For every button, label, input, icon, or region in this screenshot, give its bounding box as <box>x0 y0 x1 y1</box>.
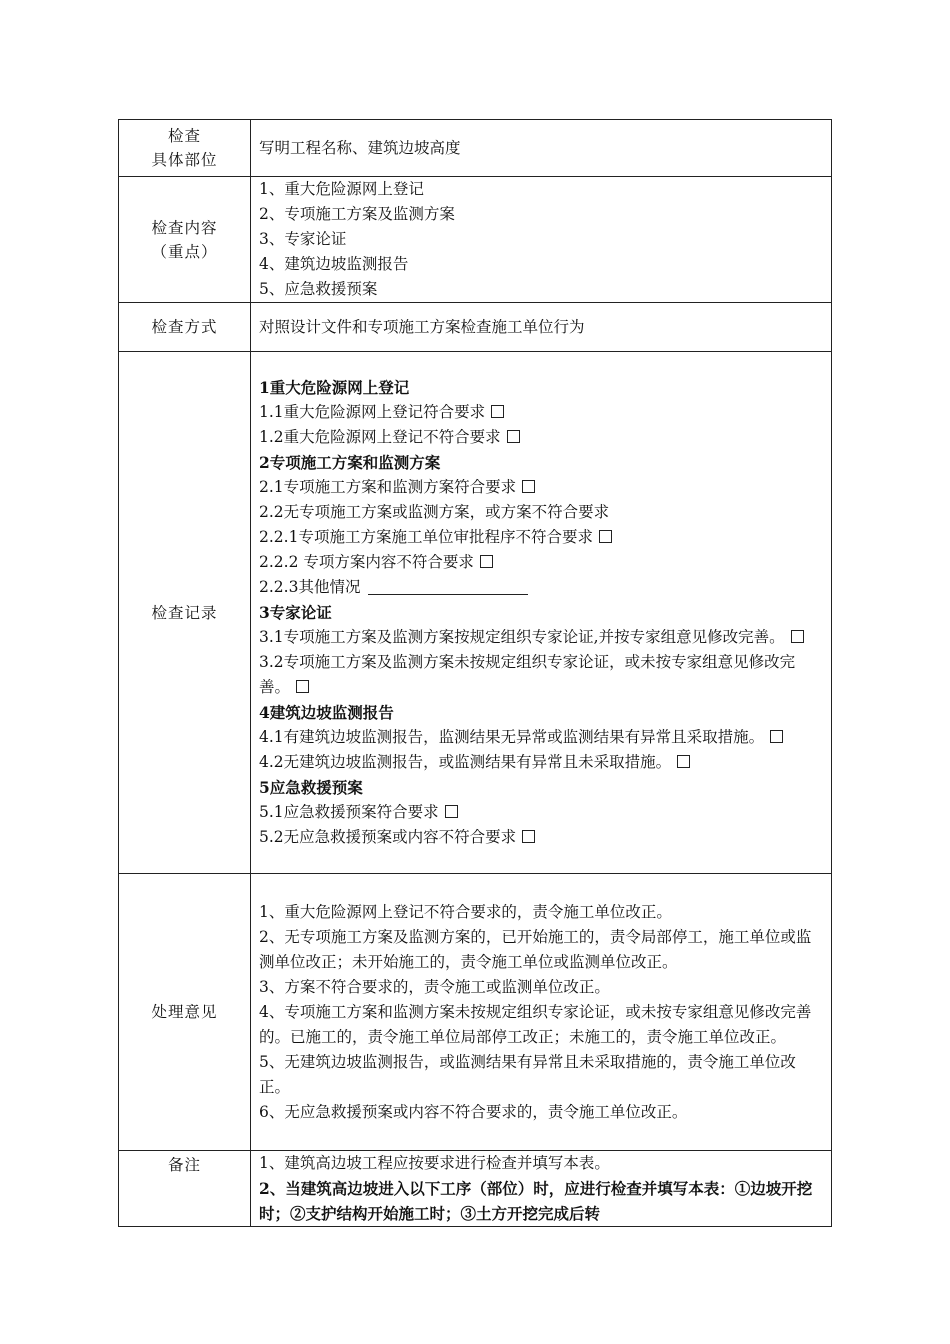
handling-item: 4、专项施工方案和监测方案未按规定组织专家论证，或未按专家组意见修改完善的。已施工的，责令施工单位局部停工改正；未施工的，责令施工单位改正。 <box>259 1002 812 1046</box>
row-inspection-content <box>119 177 832 303</box>
section-title: 3专家论证 <box>259 603 332 622</box>
label-text: 具体部位 <box>151 151 218 169</box>
check-item <box>259 825 825 850</box>
row-handling-opinion <box>119 874 832 1151</box>
row-inspection-method <box>119 303 832 352</box>
handling-item: 3、方案不符合要求的，责令施工或监测单位改正。 <box>259 977 610 996</box>
check-item-text: 4.1有建筑边坡监测报告，监测结果无异常或监测结果有异常且采取措施。 <box>259 728 765 746</box>
content-item: 2、专项施工方案及监测方案 <box>259 205 455 223</box>
value-inspection-content <box>251 177 832 303</box>
section-title: 1重大危险源网上登记 <box>259 378 410 397</box>
handling-item: 5、无建筑边坡监测报告，或监测结果有异常且未采取措施的，责令施工单位改正。 <box>259 1052 796 1096</box>
checkbox[interactable] <box>522 480 535 493</box>
checkbox[interactable] <box>480 555 493 568</box>
remark-item: 2、当建筑高边坡进入以下工序（部位）时，应进行检查并填写本表：①边坡开挖时；②支护结构开始施工时；③土方开挖完成后转 <box>259 1179 813 1223</box>
check-item-text: 1.2重大危险源网上登记不符合要求 <box>259 428 501 446</box>
checkbox[interactable] <box>507 430 520 443</box>
inspection-table <box>118 119 832 1227</box>
check-item-text: 2.2.2 专项方案内容不符合要求 <box>259 553 474 571</box>
value-inspection-part: 写明工程名称、建筑边坡高度 <box>251 120 832 177</box>
check-item <box>259 725 825 750</box>
check-item-text: 2.2.3其他情况 <box>259 578 361 596</box>
check-item-text: 3.2专项施工方案及监测方案未按规定组织专家论证，或未按专家组意见修改完善。 <box>259 653 796 696</box>
label-handling-opinion: 处理意见 <box>119 874 251 1151</box>
check-item <box>259 575 825 600</box>
content-item: 5、应急救援预案 <box>259 280 378 298</box>
checkbox[interactable] <box>770 730 783 743</box>
label-text: 检查 <box>167 127 201 145</box>
value-handling-opinion <box>251 874 832 1151</box>
check-item <box>259 475 825 500</box>
check-item <box>259 400 825 425</box>
label-remarks: 备注 <box>119 1151 251 1227</box>
value-inspection-method: 对照设计文件和专项施工方案检查施工单位行为 <box>251 303 832 352</box>
check-item <box>259 650 825 700</box>
value-remarks <box>251 1151 832 1227</box>
checkbox[interactable] <box>599 530 612 543</box>
handling-item: 1、重大危险源网上登记不符合要求的，责令施工单位改正。 <box>259 902 672 921</box>
check-item <box>259 525 825 550</box>
checkbox[interactable] <box>445 805 458 818</box>
handling-item: 6、无应急救援预案或内容不符合要求的，责令施工单位改正。 <box>259 1102 688 1121</box>
section-title: 5应急救援预案 <box>259 778 363 797</box>
label-text: 检查内容 <box>151 218 218 237</box>
remark-item: 1、建筑高边坡工程应按要求进行检查并填写本表。 <box>259 1154 610 1172</box>
handling-item: 2、无专项施工方案及监测方案的，已开始施工的，责令局部停工，施工单位或监测单位改正；未开始施工的，责令施工单位或监测单位改正。 <box>259 927 812 971</box>
check-item-text: 5.2无应急救援预案或内容不符合要求 <box>259 828 517 846</box>
check-item-text: 1.1重大危险源网上登记符合要求 <box>259 403 486 421</box>
checkbox[interactable] <box>791 630 804 643</box>
check-item <box>259 425 825 450</box>
section-title: 2专项施工方案和监测方案 <box>259 453 441 472</box>
check-item: 2.2无专项施工方案或监测方案，或方案不符合要求 <box>259 503 610 521</box>
content-item: 1、重大危险源网上登记 <box>259 180 424 198</box>
content-item: 4、建筑边坡监测报告 <box>259 255 409 273</box>
content-item: 3、专家论证 <box>259 230 347 248</box>
label-inspection-part <box>119 120 251 177</box>
label-inspection-content <box>119 177 251 303</box>
section-title: 4建筑边坡监测报告 <box>259 703 394 722</box>
check-item-text: 4.2无建筑边坡监测报告，或监测结果有异常且未采取措施。 <box>259 753 672 771</box>
fill-in-blank[interactable] <box>368 578 528 595</box>
row-inspection-record <box>119 352 832 874</box>
value-inspection-record <box>251 352 832 874</box>
label-inspection-record: 检查记录 <box>119 352 251 874</box>
checkbox[interactable] <box>677 755 690 768</box>
inspection-form <box>118 119 832 1227</box>
checkbox[interactable] <box>522 830 535 843</box>
row-inspection-part <box>119 120 832 177</box>
check-item <box>259 800 825 825</box>
check-item-text: 2.1专项施工方案和监测方案符合要求 <box>259 478 517 496</box>
check-item-text: 3.1专项施工方案及监测方案按规定组织专家论证,并按专家组意见修改完善。 <box>259 628 785 646</box>
label-inspection-method: 检查方式 <box>119 303 251 352</box>
check-item <box>259 750 825 775</box>
checkbox[interactable] <box>296 680 309 693</box>
check-item-text: 5.1应急救援预案符合要求 <box>259 803 439 821</box>
label-text: （重点） <box>151 242 218 261</box>
checkbox[interactable] <box>491 405 504 418</box>
check-item-text: 2.2.1专项施工方案施工单位审批程序不符合要求 <box>259 528 593 546</box>
row-remarks <box>119 1151 832 1227</box>
check-item <box>259 625 825 650</box>
check-item <box>259 550 825 575</box>
